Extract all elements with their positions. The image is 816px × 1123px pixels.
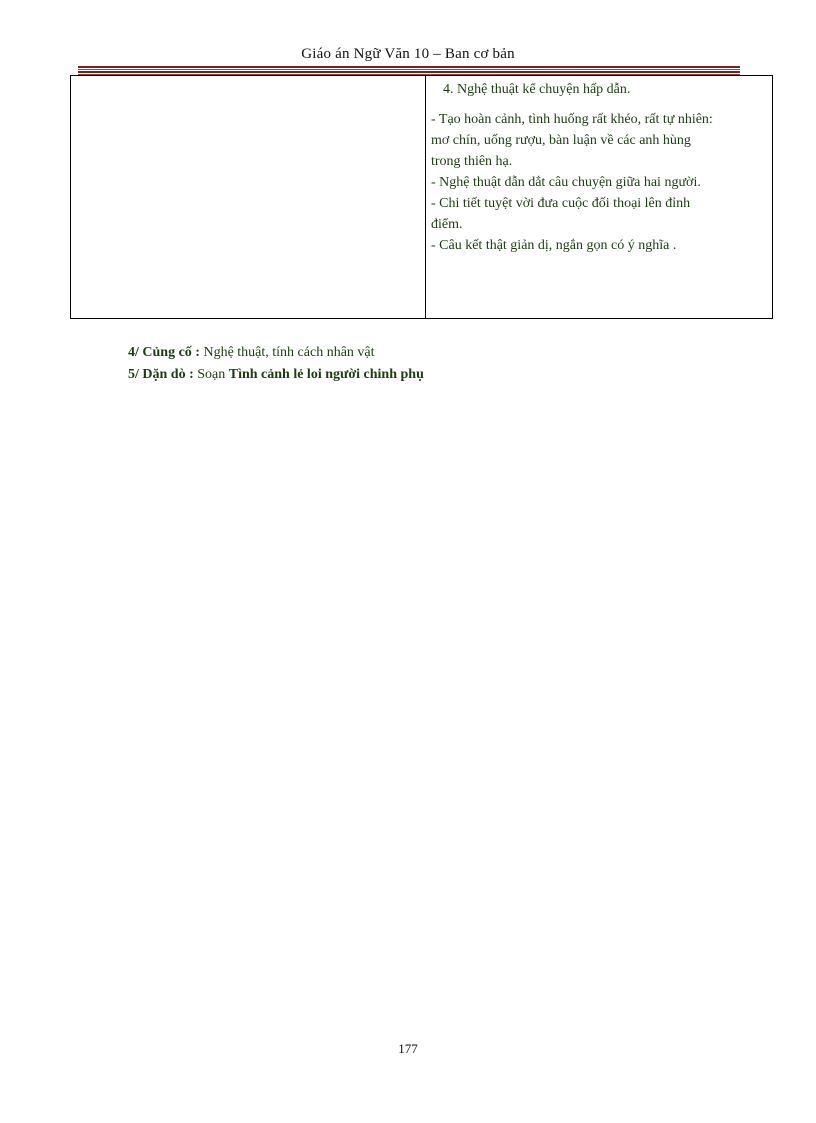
consolidate-text: Nghệ thuật, tính cách nhân vật xyxy=(203,345,375,360)
body-line: điểm. xyxy=(431,217,463,232)
header-rule xyxy=(78,71,740,73)
homework-lesson-title: Tình cảnh lẻ loi người chinh phụ xyxy=(228,367,424,382)
body-line: - Câu kết thật giản dị, ngắn gọn có ý nghĩa . xyxy=(431,238,677,253)
consolidate-label: 4/ Củng cố : xyxy=(128,345,200,360)
document-header-title: Giáo án Ngữ Văn 10 – Ban cơ bản xyxy=(301,46,515,62)
body-line: - Tạo hoàn cảnh, tình huống rất khéo, rất tự nhiên: xyxy=(431,112,713,127)
homework-text-prefix: Soạn xyxy=(197,367,226,382)
table-right-cell xyxy=(426,76,772,318)
header-rule xyxy=(78,66,740,68)
body-line: mơ chín, uống rượu, bàn luận về các anh hùng xyxy=(431,133,691,148)
consolidate-section xyxy=(128,345,375,361)
homework-label: 5/ Dặn dò : xyxy=(128,367,194,382)
body-line: - Nghệ thuật dẫn dắt câu chuyện giữa hai người. xyxy=(431,175,701,190)
page-number: 177 xyxy=(398,1041,418,1056)
section-heading: 4. Nghệ thuật kể chuyện hấp dẫn. xyxy=(443,82,631,97)
homework-section xyxy=(128,367,424,383)
content-table xyxy=(70,75,773,319)
body-line: trong thiên hạ. xyxy=(431,154,513,169)
body-line: - Chi tiết tuyệt vời đưa cuộc đối thoại lên đỉnh xyxy=(431,196,691,211)
header-rule xyxy=(78,69,740,70)
section-body xyxy=(431,109,771,256)
